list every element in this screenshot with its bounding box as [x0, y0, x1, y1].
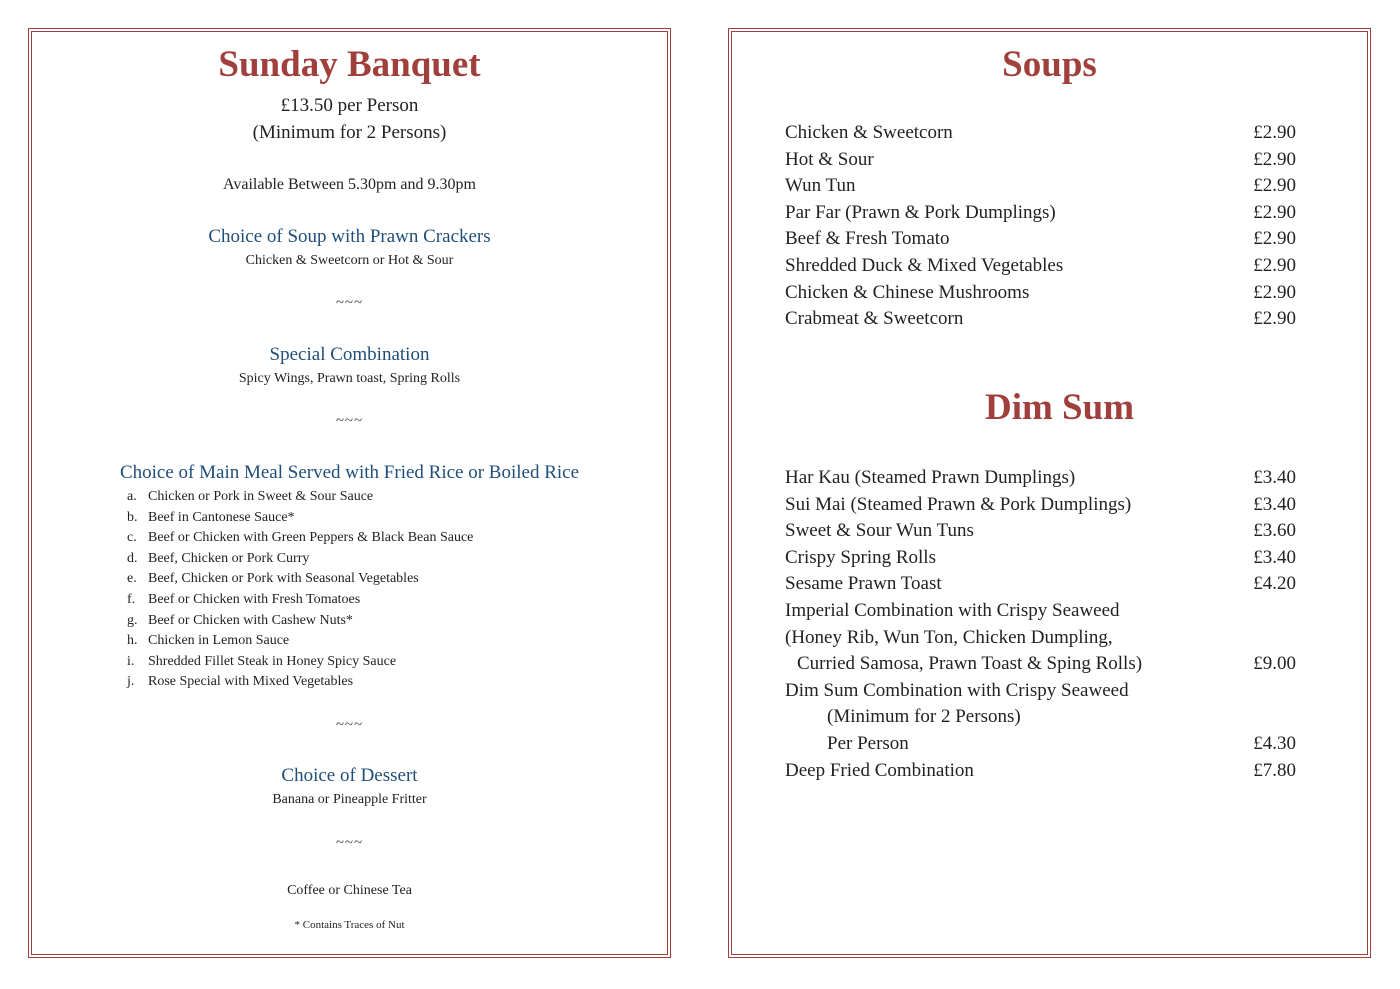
banquet-price: £13.50 per Person: [280, 95, 419, 116]
drinks: Coffee or Chinese Tea: [287, 883, 412, 898]
list-item: f. Beef or Chicken with Fresh Tomatoes: [127, 591, 361, 607]
main-meal-list: [127, 487, 473, 693]
list-item: d. Beef, Chicken or Pork Curry: [127, 550, 310, 566]
menu-item: Crabmeat & Sweetcorn £2.90: [785, 308, 1296, 330]
separator: ~~~: [335, 413, 364, 429]
dimsum-title: Dim Sum: [984, 387, 1135, 428]
combo-items: Spicy Wings, Prawn toast, Spring Rolls: [238, 371, 461, 386]
list-item: i. Shredded Fillet Steak in Honey Spicy Sauce: [127, 653, 397, 669]
banquet-title: Sunday Banquet: [218, 44, 481, 85]
menu-item: Deep Fried Combination £7.80: [785, 759, 1296, 781]
dessert-options: Banana or Pineapple Fritter: [272, 792, 427, 807]
dimsum-list: [785, 465, 1296, 784]
list-item: g. Beef or Chicken with Cashew Nuts*: [127, 612, 353, 628]
menu-item: Crispy Spring Rolls £3.40: [785, 546, 1296, 568]
list-item: e. Beef, Chicken or Pork with Seasonal Vegetables: [127, 571, 419, 587]
menu-item: Sesame Prawn Toast £4.20: [785, 573, 1296, 595]
menu-item: Shredded Duck & Mixed Vegetables £2.90: [785, 254, 1296, 276]
separator: ~~~: [335, 717, 364, 733]
footnote: * Contains Traces of Nut: [294, 919, 405, 931]
menu-item: Sweet & Sour Wun Tuns £3.60: [785, 520, 1296, 542]
menu-item: Chicken & Sweetcorn £2.90: [785, 122, 1296, 143]
dessert-heading: Choice of Dessert: [281, 765, 418, 786]
menu-item: Sui Mai (Steamed Prawn & Pork Dumplings) £3.40: [785, 493, 1296, 515]
list-item: c. Beef or Chicken with Green Peppers & Black Bean Sauce: [127, 530, 474, 546]
separator: ~~~: [335, 835, 364, 851]
soups-title: Soups: [1002, 44, 1097, 85]
menu-item: Par Far (Prawn & Pork Dumplings) £2.90: [785, 201, 1296, 223]
combo-heading: Special Combination: [269, 344, 430, 365]
banquet-page: [28, 28, 671, 958]
banquet-availability: Available Between 5.30pm and 9.30pm: [223, 176, 476, 193]
list-item: b. Beef in Cantonese Sauce*: [127, 509, 295, 525]
list-item: h. Chicken in Lemon Sauce: [127, 633, 290, 649]
menu-page: [728, 28, 1371, 958]
menu-item: (Minimum for 2 Persons): [827, 706, 1021, 728]
menu-item: Har Kau (Steamed Prawn Dumplings) £3.40: [785, 467, 1296, 488]
soups-list: [785, 120, 1296, 333]
list-item: a. Chicken or Pork in Sweet & Sour Sauce: [127, 489, 374, 504]
menu-item: Chicken & Chinese Mushrooms £2.90: [785, 281, 1296, 303]
separator: ~~~: [335, 295, 364, 311]
menu-item: Dim Sum Combination with Crispy Seaweed: [785, 679, 1129, 701]
menu-item: Wun Tun £2.90: [785, 175, 1296, 197]
list-item: j. Rose Special with Mixed Vegetables: [127, 674, 354, 690]
menu-item: Imperial Combination with Crispy Seaweed: [785, 599, 1120, 621]
menu-item: Curried Samosa, Prawn Toast & Sping Rolls) £9.00: [797, 653, 1296, 675]
main-heading: Choice of Main Meal Served with Fried Rice or Boiled Rice: [119, 462, 580, 483]
menu-item: (Honey Rib, Wun Ton, Chicken Dumpling,: [785, 626, 1113, 648]
soup-options: Chicken & Sweetcorn or Hot & Sour: [245, 253, 454, 268]
banquet-minimum: (Minimum for 2 Persons): [252, 122, 447, 143]
menu-item: Per Person £4.30: [827, 732, 1296, 754]
soup-heading: Choice of Soup with Prawn Crackers: [208, 226, 491, 247]
menu-item: Beef & Fresh Tomato £2.90: [785, 228, 1296, 250]
menu-item: Hot & Sour £2.90: [785, 148, 1296, 170]
